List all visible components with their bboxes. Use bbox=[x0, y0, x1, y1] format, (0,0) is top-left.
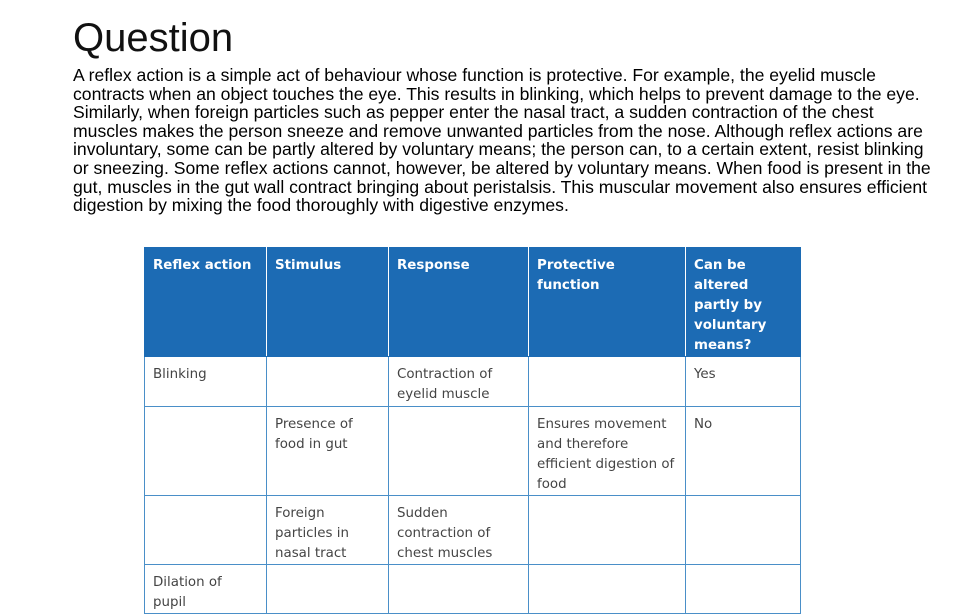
table-cell: Foreign particles in nasal tract bbox=[267, 496, 389, 565]
table-cell bbox=[389, 407, 529, 496]
table-cell bbox=[529, 496, 686, 565]
table-row bbox=[145, 357, 801, 407]
table-cell: Yes bbox=[686, 357, 801, 407]
table-cell: Presence of food in gut bbox=[267, 407, 389, 496]
table-cell: No bbox=[686, 407, 801, 496]
table-cell bbox=[145, 407, 267, 496]
reflex-table bbox=[144, 247, 801, 614]
table-cell bbox=[686, 565, 801, 614]
table-header-row bbox=[145, 248, 801, 357]
table-row bbox=[145, 496, 801, 565]
table-cell bbox=[686, 496, 801, 565]
header-stimulus: Stimulus bbox=[267, 248, 389, 357]
question-paragraph: A reflex action is a simple act of behaviour whose function is protective. For example, the eyelid muscle contracts when an object touches the eye. This results in blinking, which helps to prevent damage to the eye. Similarly, when foreign particles such as pepper enter the nasal tract, a sudden contraction of the chest muscles makes the person sneeze and remove unwanted particles from the nose. Although reflex actions are involuntary, some can be partly altered by voluntary means; the person can, to a certain extent, resist blinking or sneezing. Some reflex actions cannot, however, be altered by voluntary means. When food is present in the gut, muscles in the gut wall contract bringing about peristalsis. This muscular movement also ensures efficient digestion by mixing the food thoroughly with digestive enzymes. bbox=[73, 65, 931, 216]
header-response: Response bbox=[389, 248, 529, 357]
table-cell: Ensures movement and therefore efficient digestion of food bbox=[529, 407, 686, 496]
table-row bbox=[145, 565, 801, 614]
table-cell bbox=[267, 565, 389, 614]
header-reflex-action: Reflex action bbox=[145, 248, 267, 357]
table-cell: Contraction of eyelid muscle bbox=[389, 357, 529, 407]
table-cell bbox=[529, 357, 686, 407]
table-cell: Dilation of pupil bbox=[145, 565, 267, 614]
page-title: Question bbox=[73, 16, 234, 60]
table-row bbox=[145, 407, 801, 496]
header-voluntary-alteration: Can be altered partly by voluntary means? bbox=[686, 248, 801, 357]
table-cell bbox=[389, 565, 529, 614]
header-protective-function: Protective function bbox=[529, 248, 686, 357]
table-cell bbox=[267, 357, 389, 407]
table-cell: Blinking bbox=[145, 357, 267, 407]
table-cell bbox=[529, 565, 686, 614]
table-cell bbox=[145, 496, 267, 565]
table-cell: Sudden contraction of chest muscles bbox=[389, 496, 529, 565]
